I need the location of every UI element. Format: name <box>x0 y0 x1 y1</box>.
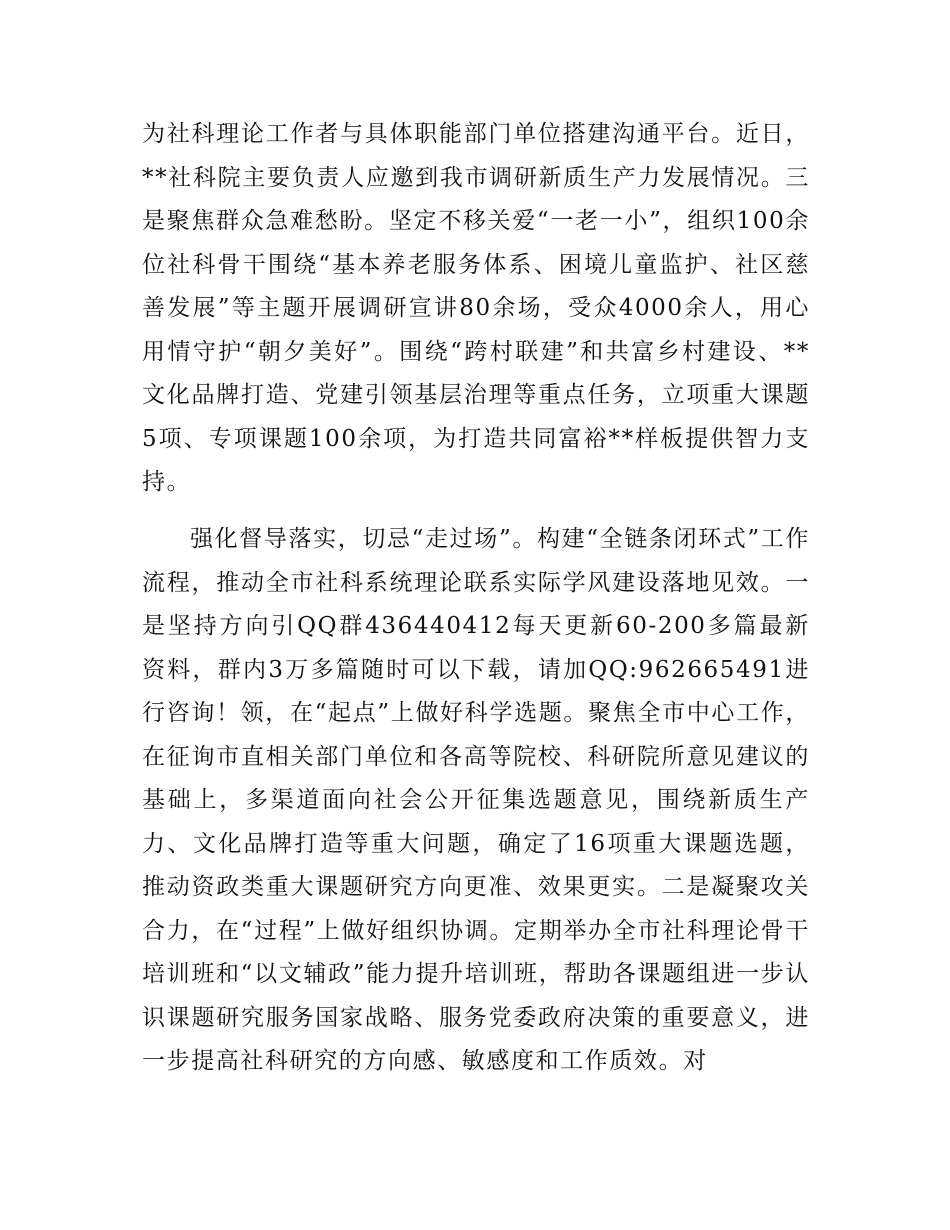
body-paragraph-2: 强化督导落实，切忌“走过场”。构建“全链条闭环式”工作流程，推动全市社科系统理论联系实际学风建设落地见效。一是坚持方向引QQ群436440412每天更新60-200多篇最新资料，群内3万多篇随时可以下载，请加QQ:962665491进行咨询！领，在“起点”上做好科学选题。聚焦全市中心工作，在征询市直相关部门单位和各高等院校、科研院所意见建议的基础上，多渠道面向社会公开征集选题意见，围绕新质生产力、文化品牌打造等重大问题，确定了16项重大课题选题，推动资政类重大课题研究方向更准、效果更实。二是凝聚攻关合力，在“过程”上做好组织协调。定期举办全市社科理论骨干培训班和“以文辅政”能力提升培训班，帮助各课题组进一步认识课题研究服务国家战略、服务党委政府决策的重要意义，进一步提高社科研究的方向感、敏感度和工作质效。对 <box>142 526 810 1074</box>
body-paragraph-1: 为社科理论工作者与具体职能部门单位搭建沟通平台。近日，**社科院主要负责人应邀到我市调研新质生产力发展情况。三是聚焦群众急难愁盼。坚定不移关爱“一老一小”，组织100余位社科骨干围绕“基本养老服务体系、困境儿童监护、社区慈善发展”等主题开展调研宣讲80余场，受众4000余人，用心用情守护“朝夕美好”。围绕“跨村联建”和共富乡村建设、**文化品牌打造、党建引领基层治理等重点任务，立项重大课题5项、专项课题100余项，为打造共同富裕**样板提供智力支持。 <box>142 121 810 495</box>
